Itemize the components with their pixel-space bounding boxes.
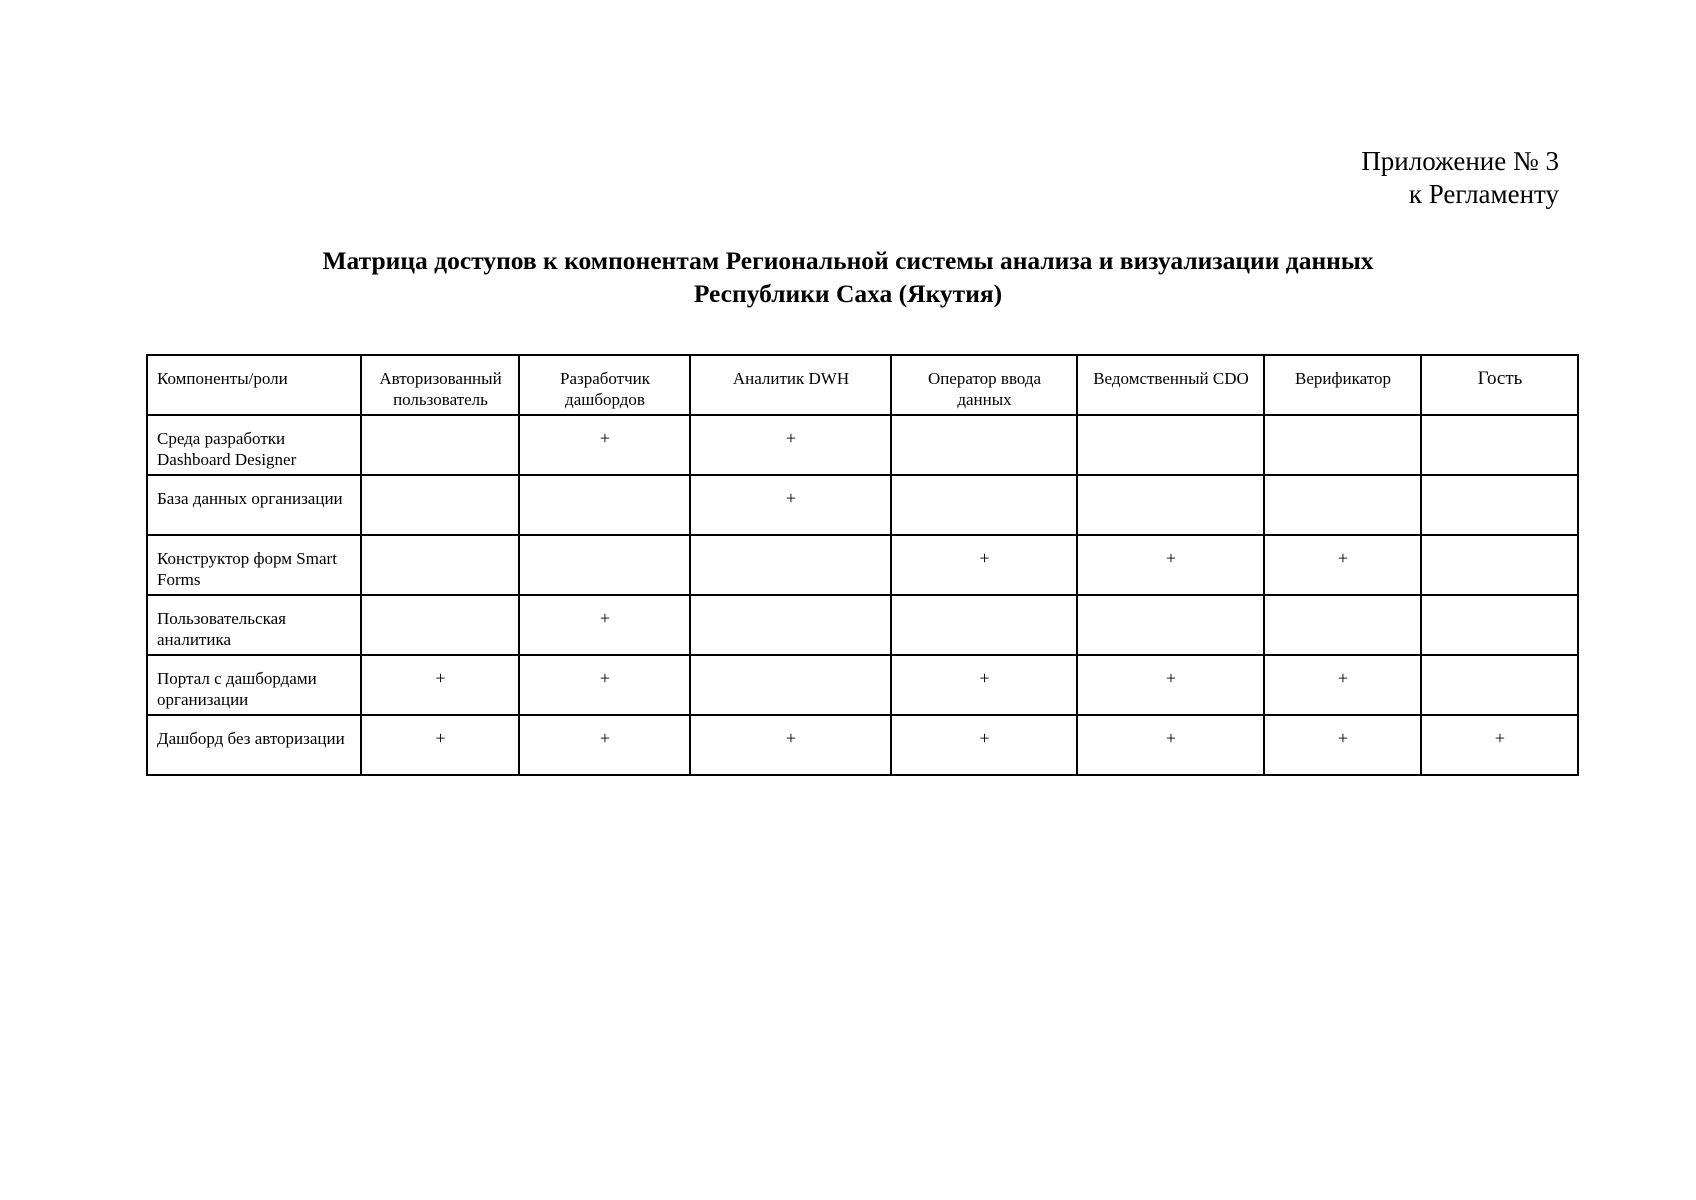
access-cell: +	[519, 595, 690, 655]
access-cell	[1077, 595, 1264, 655]
access-cell	[1421, 595, 1578, 655]
document-title-line-1: Матрица доступов к компонентам Региональной системы анализа и визуализации данных	[322, 246, 1374, 275]
access-cell	[1264, 415, 1421, 475]
access-cell	[361, 415, 519, 475]
access-cell	[361, 535, 519, 595]
access-cell	[519, 535, 690, 595]
table-row	[147, 595, 1578, 655]
access-cell	[1264, 475, 1421, 535]
appendix-reference: к Регламенту	[1408, 179, 1559, 209]
role-header-dwh-analyst: Аналитик DWH	[690, 355, 891, 415]
table-header-row	[147, 355, 1578, 415]
access-cell	[1077, 415, 1264, 475]
access-cell	[361, 595, 519, 655]
access-cell: +	[519, 415, 690, 475]
access-cell	[361, 475, 519, 535]
access-cell	[1421, 415, 1578, 475]
access-cell	[519, 475, 690, 535]
access-cell: +	[891, 655, 1077, 715]
access-cell: +	[361, 715, 519, 775]
table-row	[147, 655, 1578, 715]
access-cell	[891, 475, 1077, 535]
access-cell: +	[891, 535, 1077, 595]
component-name-cell: Дашборд без авторизации	[147, 715, 361, 775]
access-cell: +	[1421, 715, 1578, 775]
role-header-verifier: Верификатор	[1264, 355, 1421, 415]
access-cell: +	[1264, 535, 1421, 595]
appendix-label	[1361, 145, 1559, 211]
access-cell: +	[690, 475, 891, 535]
component-name-cell: Пользовательская аналитика	[147, 595, 361, 655]
table-row	[147, 535, 1578, 595]
access-cell: +	[690, 415, 891, 475]
role-header-department-cdo: Ведомственный CDO	[1077, 355, 1264, 415]
table-row	[147, 715, 1578, 775]
access-cell: +	[891, 715, 1077, 775]
table-row	[147, 475, 1578, 535]
access-cell: +	[1264, 655, 1421, 715]
access-cell: +	[1077, 715, 1264, 775]
access-matrix-table	[146, 354, 1579, 776]
access-cell	[690, 535, 891, 595]
access-cell: +	[1077, 655, 1264, 715]
access-cell: +	[690, 715, 891, 775]
component-name-cell: База данных организации	[147, 475, 361, 535]
component-name-cell: Конструктор форм Smart Forms	[147, 535, 361, 595]
document-title	[0, 244, 1696, 310]
component-name-cell: Портал с дашбордами организации	[147, 655, 361, 715]
corner-header-cell: Компоненты/роли	[147, 355, 361, 415]
document-title-line-2: Республики Саха (Якутия)	[693, 279, 1003, 308]
access-cell: +	[519, 715, 690, 775]
access-cell: +	[1264, 715, 1421, 775]
access-cell	[690, 595, 891, 655]
access-cell	[891, 595, 1077, 655]
appendix-number: Приложение № 3	[1361, 146, 1559, 176]
role-header-guest: Гость	[1421, 355, 1578, 415]
access-cell	[1264, 595, 1421, 655]
component-name-cell: Среда разработки Dashboard Designer	[147, 415, 361, 475]
role-header-dashboard-developer: Разработчик дашбордов	[519, 355, 690, 415]
access-cell	[690, 655, 891, 715]
access-cell	[1421, 655, 1578, 715]
access-cell	[891, 415, 1077, 475]
access-cell: +	[1077, 535, 1264, 595]
access-cell	[1421, 535, 1578, 595]
access-cell: +	[361, 655, 519, 715]
access-cell	[1421, 475, 1578, 535]
role-header-data-entry-operator: Оператор ввода данных	[891, 355, 1077, 415]
access-cell: +	[519, 655, 690, 715]
table-row	[147, 415, 1578, 475]
role-header-authorized-user: Авторизованный пользователь	[361, 355, 519, 415]
access-cell	[1077, 475, 1264, 535]
